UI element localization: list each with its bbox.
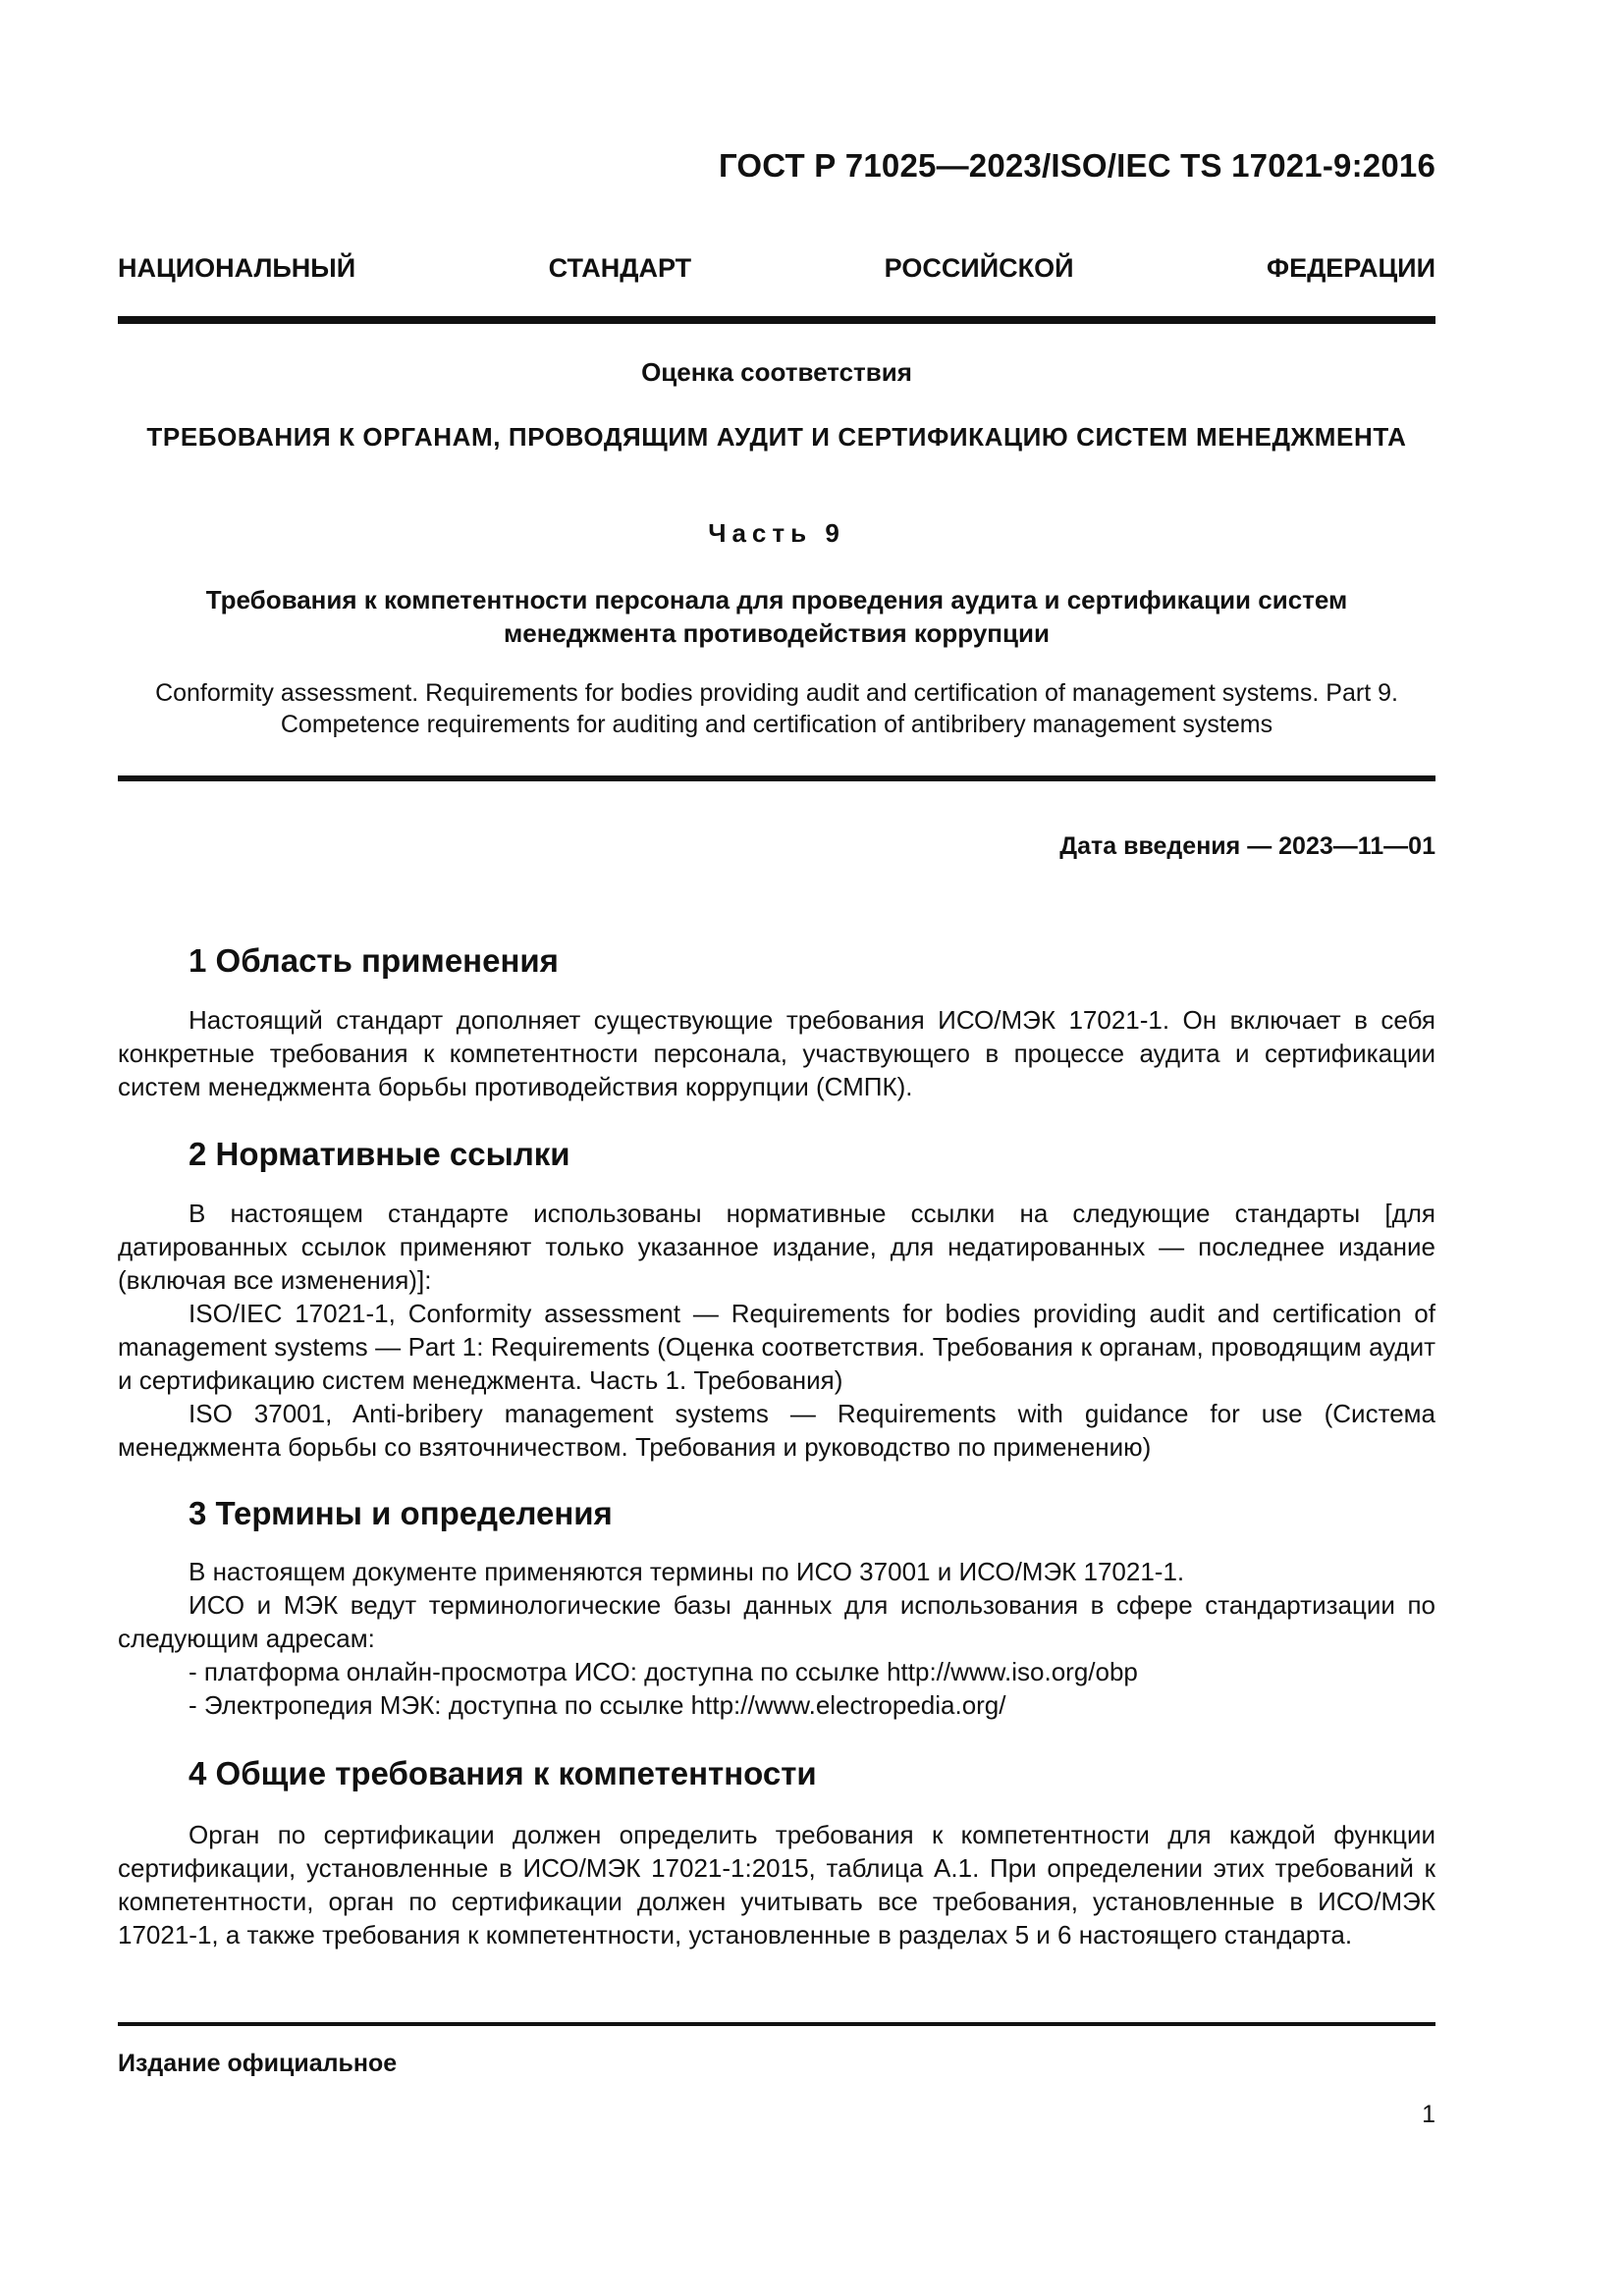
paragraph: В настоящем документе применяются термины по ИСО 37001 и ИСО/МЭК 17021-1. <box>189 1557 1185 1586</box>
list-item: - Электропедия МЭК: доступна по ссылке http://www.electropedia.org/ <box>189 1690 1006 1720</box>
main-title: ТРЕБОВАНИЯ К ОРГАНАМ, ПРОВОДЯЩИМ АУДИТ И СЕРТИФИКАЦИЮ СИСТЕМ МЕНЕДЖМЕНТА <box>146 422 1407 452</box>
section-body-scope <box>118 1003 1435 1103</box>
english-title-line-1: Conformity assessment. Requirements for bodies providing audit and certification of management systems. Part 9. <box>155 679 1398 707</box>
section-body-terms <box>118 1555 1435 1722</box>
reference-item: ISO 37001, Anti-bribery management systems — Requirements with guidance for use (Система менеджмента борьбы со взяточничеством. Требования и руководство по применению) <box>118 1399 1435 1462</box>
english-title-line-2: Competence requirements for auditing and certification of antibribery management systems <box>280 711 1273 738</box>
section-body-general-requirements <box>118 1818 1435 1951</box>
bottom-divider <box>118 2022 1435 2026</box>
introduction-date: Дата введения — 2023—11—01 <box>1059 832 1435 860</box>
section-heading-normative-references: 2 Нормативные ссылки <box>189 1136 570 1172</box>
paragraph: Орган по сертификации должен определить требования к компетентности для каждой функции сертификации, установленные в ИСО/МЭК 17021-1:2015, таблица А.1. При определении этих требований к компетентности, орган по сертификации должен учитывать все требования, установленные в ИСО/МЭК 17021-1, а также требования к компетентности, установленные в разделах 5 и 6 настоящего стандарта. <box>118 1820 1435 1949</box>
english-title <box>118 677 1435 740</box>
section-heading-scope: 1 Область применения <box>189 942 559 979</box>
part-title: Требования к компетентности персонала для проведения аудита и сертификации систем менеджмента противодействия коррупции <box>205 585 1348 648</box>
reference-item: ISO/IEC 17021-1, Conformity assessment — Requirements for bodies providing audit and certification of management systems — Part 1: Requirements (Оценка соответствия. Требования к органам, проводящим аудит и сертификацию систем менеджмента. Часть 1. Требования) <box>118 1299 1435 1395</box>
top-divider <box>118 316 1435 324</box>
subtitle: Оценка соответствия <box>641 357 912 387</box>
part-label: Часть 9 <box>708 518 845 548</box>
section-heading-general-requirements: 4 Общие требования к компетентности <box>189 1755 817 1791</box>
document-code: ГОСТ Р 71025—2023/ISO/IEC TS 17021-9:2016 <box>718 147 1435 184</box>
paragraph: В настоящем стандарте использованы нормативные ссылки на следующие стандарты [для датированных ссылок применяют только указанное издание, для недатированных — последнее издание (включая все изменения)]: <box>118 1199 1435 1295</box>
paragraph: Настоящий стандарт дополняет существующие требования ИСО/МЭК 17021-1. Он включает в себя конкретные требования к компетентности персонала, участвующего в процессе аудита и сертификации систем менеджмента борьбы противодействия коррупции (СМПК). <box>118 1005 1435 1101</box>
national-standard-banner: НАЦИОНАЛЬНЫЙ СТАНДАРТ РОССИЙСКОЙ ФЕДЕРАЦИИ <box>118 253 1435 283</box>
section-heading-terms: 3 Термины и определения <box>189 1495 613 1531</box>
official-edition-label: Издание официальное <box>118 2050 398 2077</box>
page-number: 1 <box>1422 2101 1435 2128</box>
section-body-normative-references <box>118 1197 1435 1464</box>
paragraph: ИСО и МЭК ведут терминологические базы данных для использования в сфере стандартизации по следующим адресам: <box>118 1590 1435 1653</box>
middle-divider <box>118 775 1435 781</box>
list-item: - платформа онлайн-просмотра ИСО: доступна по ссылке http://www.iso.org/obp <box>189 1657 1138 1686</box>
